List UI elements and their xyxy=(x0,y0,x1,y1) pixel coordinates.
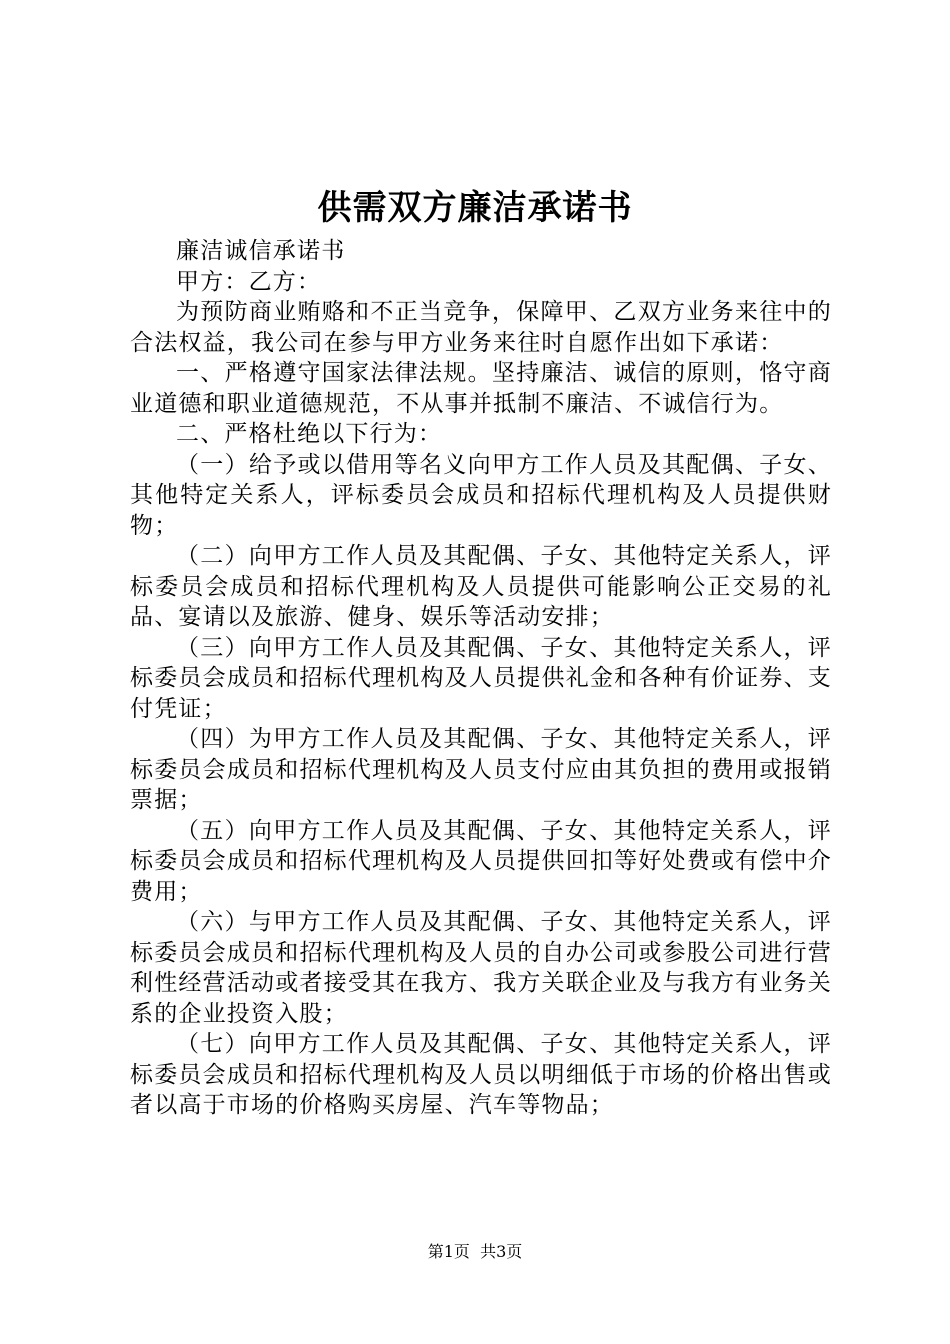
paragraph-item-7: （七）向甲方工作人员及其配偶、子女、其他特定关系人，评标委员会成员和招标代理机构及人员以明细低于市场的价格出售或者以高于市场的价格购买房屋、汽车等物品； xyxy=(130,1031,832,1118)
paragraph-item-4: （四）为甲方工作人员及其配偶、子女、其他特定关系人，评标委员会成员和招标代理机构及人员支付应由其负担的费用或报销票据； xyxy=(130,726,832,813)
paragraph-item-2: （二）向甲方工作人员及其配偶、子女、其他特定关系人，评标委员会成员和招标代理机构及人员提供可能影响公正交易的礼品、宴请以及旅游、健身、娱乐等活动安排； xyxy=(130,543,832,630)
page-footer xyxy=(0,1242,950,1262)
paragraph-item-1: （一）给予或以借用等名义向甲方工作人员及其配偶、子女、其他特定关系人，评标委员会成员和招标代理机构及人员提供财物； xyxy=(130,451,832,539)
paragraph-clause-1: 一、严格遵守国家法律法规。坚持廉洁、诚信的原则，恪守商业道德和职业道德规范，不从事并抵制不廉洁、不诚信行为。 xyxy=(130,360,832,417)
page-number: 第1页 xyxy=(427,1242,470,1261)
paragraph-subtitle: 廉洁诚信承诺书 xyxy=(176,238,346,264)
paragraph-clause-2: 二、严格杜绝以下行为： xyxy=(176,421,443,447)
document-body xyxy=(130,236,832,1121)
page-total: 共3页 xyxy=(480,1242,523,1261)
document-title: 供需双方廉洁承诺书 xyxy=(317,188,633,228)
paragraph-item-6: （六）与甲方工作人员及其配偶、子女、其他特定关系人，评标委员会成员和招标代理机构及人员的自办公司或参股公司进行营利性经营活动或者接受其在我方、我方关联企业及与我方有业务关系的企业投资入股； xyxy=(130,909,832,1027)
footer-spacer xyxy=(470,1242,480,1261)
paragraph-item-3: （三）向甲方工作人员及其配偶、子女、其他特定关系人，评标委员会成员和招标代理机构及人员提供礼金和各种有价证券、支付凭证； xyxy=(130,634,832,722)
paragraph-parties: 甲方：乙方： xyxy=(176,268,322,295)
paragraph-item-5: （五）向甲方工作人员及其配偶、子女、其他特定关系人，评标委员会成员和招标代理机构及人员提供回扣等好处费或有偿中介费用； xyxy=(130,817,832,905)
paragraph-intro: 为预防商业贿赂和不正当竞争，保障甲、乙双方业务来往中的合法权益，我公司在参与甲方业务来往时自愿作出如下承诺： xyxy=(130,299,832,356)
